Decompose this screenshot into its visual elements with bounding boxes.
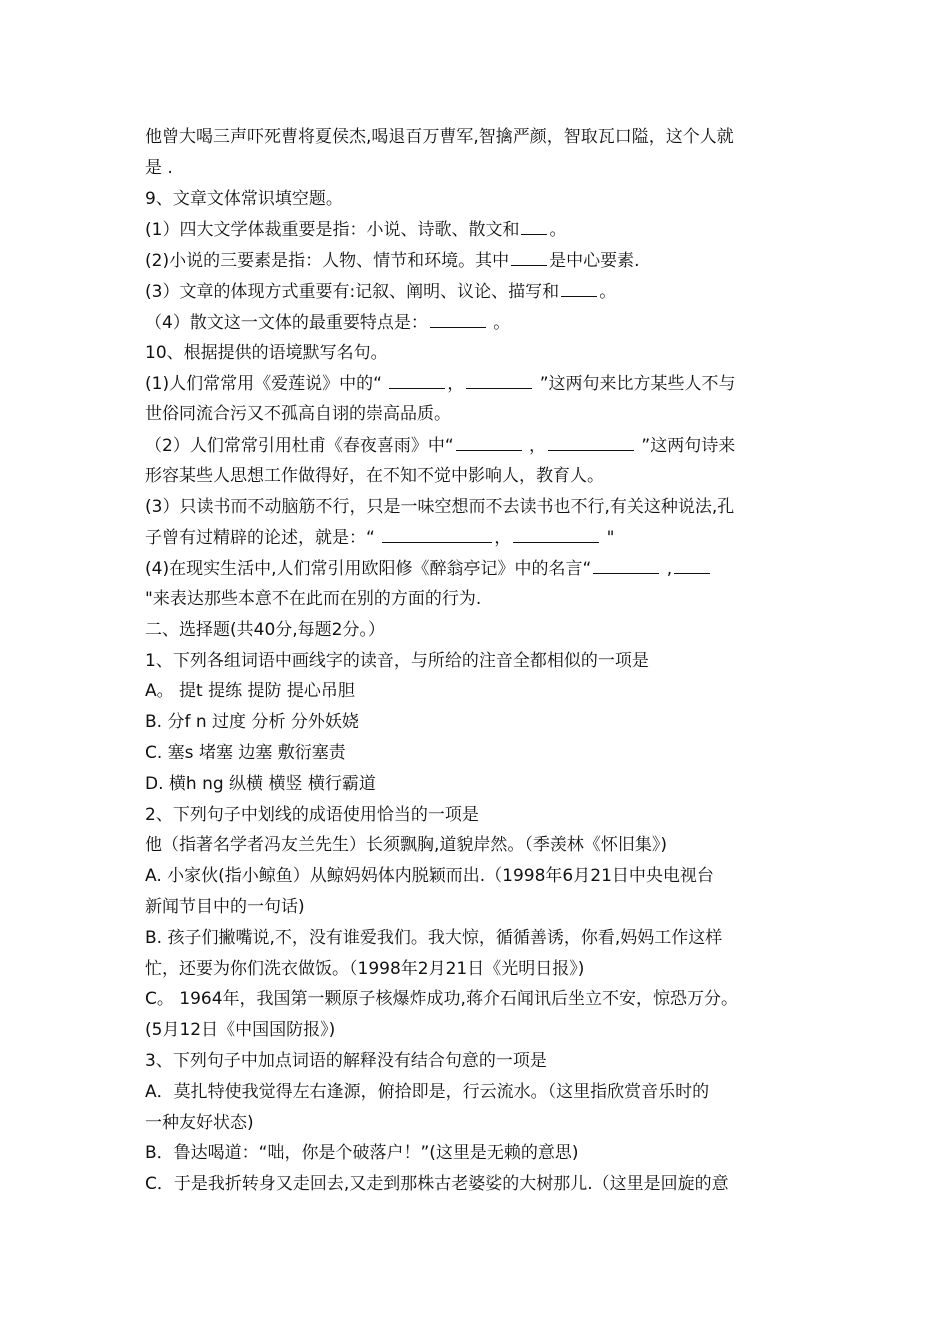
question-text: （2）人们常常引用杜甫《春夜喜雨》中“ [145,435,454,456]
section-heading: 二、选择题(共40分,每题2分。） [145,619,385,640]
question-text: (4)在现实生活中,人们常引用欧阳修《醉翁亭记》中的名言“ [145,559,592,580]
question-text: 子曾有过精辟的论述，就是：“ [145,528,381,549]
answer-blank[interactable] [389,368,445,389]
fill-in-question [145,430,810,461]
answer-blank[interactable] [511,245,547,266]
question-text: (1）四大文学体裁重要是指：小说、诗歌、散文和 [145,220,520,241]
question-heading: 1、下列各组词语中画线字的读音，与所给的注音全都相似的一项是 [145,650,649,671]
fill-in-question [145,245,810,276]
answer-blank[interactable] [430,307,486,328]
question-heading: 3、下列句子中加点词语的解释没有结合句意的一项是 [145,1050,547,1071]
text-line: 他（指著名学者冯友兰先生）长须飘胸,道貌岸然。（季羡林《怀旧集》) [145,835,668,856]
choice-option: C. 塞s 堵塞 边塞 敷衍塞责 [145,742,346,763]
question-text: ”这两句来比方某些人不与 [534,374,736,395]
answer-blank[interactable] [561,276,597,297]
text-line: 世俗同流合污又不孤高自诩的崇高品质。 [145,404,451,425]
choice-option: C。 1964年，我国第一颗原子核爆炸成功,蒋介石闻讯后坐立不安，惊恐万分。 [145,989,738,1010]
fill-in-question [145,276,810,307]
text-line: 忙，还要为你们洗衣做饭。（1998年2月21日《光明日报》) [145,958,585,979]
question-text: ”这两句诗来 [636,435,736,456]
answer-blank[interactable] [466,368,532,389]
question-text: 。 [487,312,511,333]
answer-blank[interactable] [513,522,599,543]
text-line: 形容某些人思想工作做得好，在不知不觉中影响人，教育人。 [145,465,604,486]
question-text: 。 [549,220,567,241]
question-text: ， [523,435,547,456]
question-text: ， [447,374,465,395]
question-text: (1)人们常常用《爱莲说》中的“ [145,374,388,395]
question-text: " [601,528,615,549]
answer-blank[interactable] [593,553,659,574]
choice-option: A. 小家伙(指小鲸鱼）从鲸妈妈体内脱颖而出.（1998年6月21日中央电视台 [145,866,714,887]
text-line: (5月12日《中国国防报》) [145,1020,336,1041]
choice-option: A。 提t 提练 提防 提心吊胆 [145,681,355,702]
choice-option: D. 横h ng 纵横 横竖 横行霸道 [145,773,376,794]
text-line: "来表达那些本意不在此而在别的方面的行为. [145,588,482,609]
question-heading: 2、下列句子中划线的成语使用恰当的一项是 [145,804,479,825]
choice-option: C．于是我折转身又走回去,又走到那株古老婆娑的大树那儿.（这里是回旋的意 [145,1174,729,1195]
text-line: 一种友好状态) [145,1112,254,1133]
document-body [145,122,810,1200]
text-line: (3）只读书而不动脑筋不行，只是一味空想而不去读书也不行,有关这种说法,孔 [145,496,735,517]
question-text: 。 [599,281,617,302]
fill-in-question [145,368,810,399]
question-text: (3）文章的体现方式重要有:记叙、阐明、议论、描写和 [145,281,560,302]
fill-in-question [145,553,810,584]
fill-in-question [145,522,810,553]
choice-option: B. 分f n 过度 分析 分外妖娆 [145,712,359,733]
question-text: , [661,559,673,580]
fill-in-question [145,307,810,338]
question-text: (2)小说的三要素是指：人物、情节和环境。其中 [145,251,510,272]
question-text: （4）散文这一文体的最重要特点是： [145,312,428,333]
text-line: 新闻节目中的一句话) [145,896,305,917]
text-line: 是 . [145,157,173,178]
answer-blank[interactable] [674,553,710,574]
choice-option: A．莫扎特使我觉得左右逢源，俯拾即是，行云流水。（这里指欣赏音乐时的 [145,1081,710,1102]
question-text: ， [494,528,512,549]
question-heading: 9、文章文体常识填空题。 [145,188,343,209]
answer-blank[interactable] [456,430,522,451]
fill-in-question [145,214,810,245]
choice-option: B. 孩子们撇嘴说,不，没有谁爱我们。我大惊，循循善诱，你看,妈妈工作这样 [145,927,723,948]
question-heading: 10、根据提供的语境默写名句。 [145,342,388,363]
question-text: 是中心要素. [549,251,640,272]
choice-option: B．鲁达喝道：“咄，你是个破落户！”(这里是无赖的意思) [145,1143,579,1164]
answer-blank[interactable] [548,430,634,451]
text-line: 他曾大喝三声吓死曹将夏侯杰,喝退百万曹军,智擒严颜，智取瓦口隘，这个人就 [145,127,734,147]
answer-blank[interactable] [382,522,492,543]
answer-blank[interactable] [521,214,547,235]
